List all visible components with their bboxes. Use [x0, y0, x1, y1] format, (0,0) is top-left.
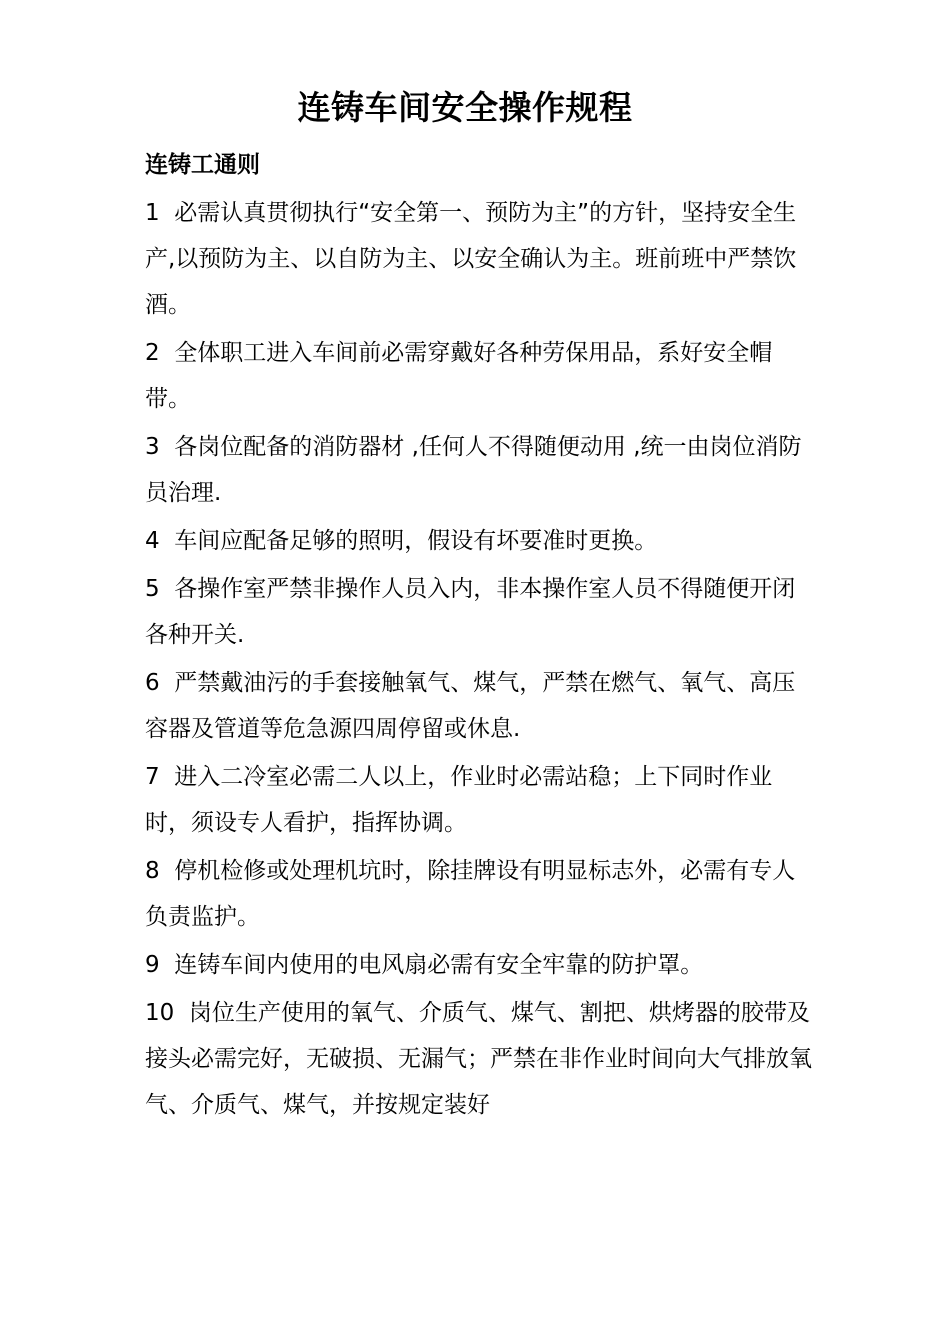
rule-item — [145, 848, 813, 940]
rule-number: 3 — [145, 434, 160, 460]
rule-text: 连铸车间内使用的电风扇必需有安全牢靠的防护罩。 — [174, 952, 704, 978]
rule-item — [145, 566, 813, 658]
rule-number: 9 — [145, 952, 160, 978]
rule-text: 全体职工进入车间前必需穿戴好各种劳保用品，系好安全帽带。 — [145, 340, 773, 412]
rule-text: 车间应配备足够的照明，假设有坏要准时更换。 — [174, 528, 658, 554]
rule-item — [145, 330, 813, 422]
rules-list — [145, 190, 813, 1130]
rule-number: 6 — [145, 670, 160, 696]
rule-number: 8 — [145, 858, 160, 884]
rule-item — [145, 942, 813, 988]
rule-number: 2 — [145, 340, 160, 366]
rule-text: 各操作室严禁非操作人员入内，非本操作室人员不得随便开闭各种开关. — [145, 576, 796, 648]
rule-item — [145, 518, 813, 564]
rule-text: 必需认真贯彻执行“安全第一、预防为主”的方针，坚持安全生产,以预防为主、以自防为主、以安全确认为主。班前班中严禁饮酒。 — [145, 200, 797, 318]
rule-number: 7 — [145, 764, 160, 790]
section-heading: 连铸工通则 — [145, 152, 260, 178]
rule-text: 各岗位配备的消防器材 ,任何人不得随便动用 ,统一由岗位消防员治理. — [145, 434, 802, 506]
document-title: 连铸车间安全操作规程 — [297, 88, 633, 127]
rule-text: 岗位生产使用的氧气、介质气、煤气、割把、烘烤器的胶带及接头必需完好，无破损、无漏气；严禁在非作业时间向大气排放氧气、介质气、煤气，并按规定装好 — [145, 1000, 812, 1118]
rule-number: 1 — [145, 200, 160, 226]
rule-number: 4 — [145, 528, 160, 554]
rule-text: 进入二冷室必需二人以上，作业时必需站稳；上下同时作业时，须设专人看护，指挥协调。 — [145, 764, 773, 836]
rule-number: 10 — [145, 1000, 175, 1026]
rule-text: 停机检修或处理机坑时，除挂牌设有明显标志外，必需有专人负责监护。 — [145, 858, 796, 930]
rule-number: 5 — [145, 576, 160, 602]
rule-item — [145, 754, 813, 846]
rule-item — [145, 990, 813, 1128]
rule-item — [145, 190, 813, 328]
rule-item — [145, 424, 813, 516]
rule-text: 严禁戴油污的手套接触氧气、煤气，严禁在燃气、氧气、高压容器及管道等危急源四周停留或休息. — [145, 670, 796, 742]
rule-item — [145, 660, 813, 752]
